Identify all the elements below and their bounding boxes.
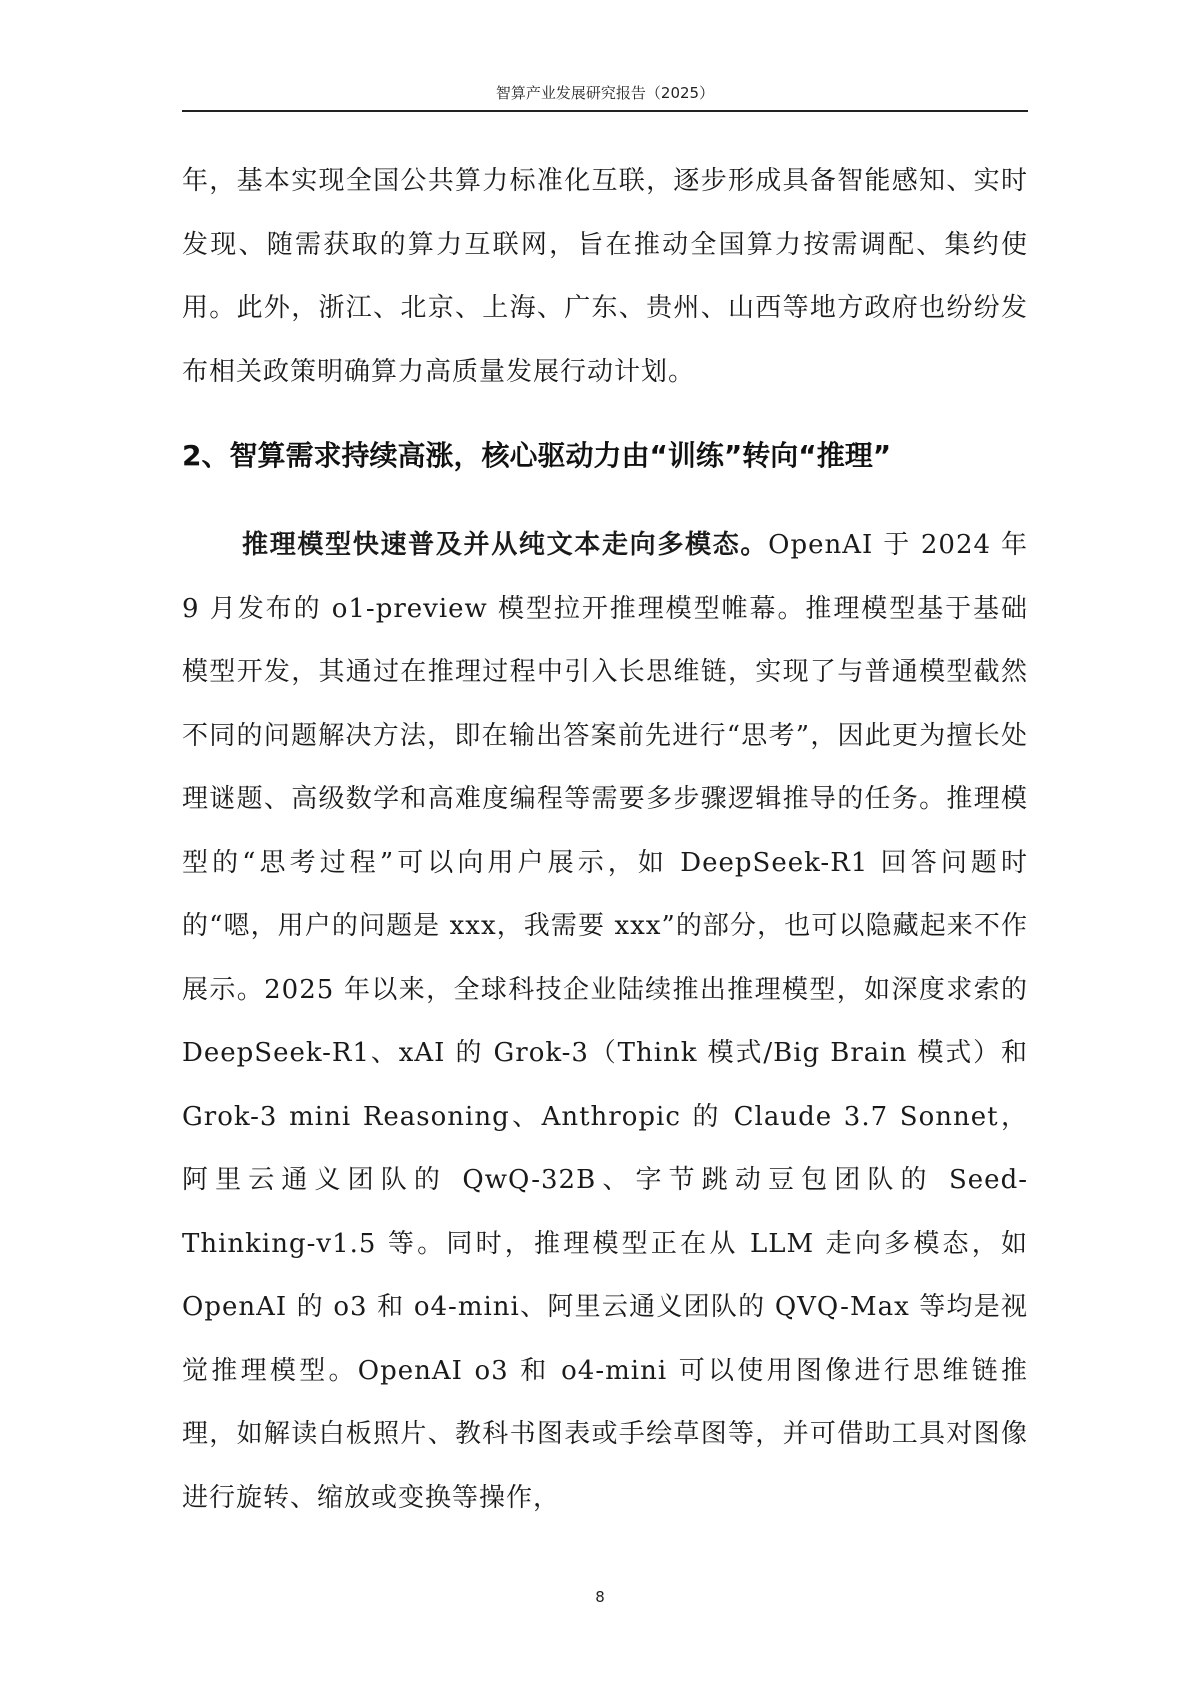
section-heading: 2、智算需求持续高涨，核心驱动力由“训练”转向“推理”: [182, 439, 892, 472]
page-content: [182, 150, 1028, 1530]
page-header: [182, 80, 1028, 112]
page-number: 8: [595, 1588, 605, 1606]
paragraph-lead-sentence: 推理模型快速普及并从纯文本走向多模态。: [242, 530, 769, 560]
body-paragraph: [182, 514, 1028, 1530]
report-title: 智算产业发展研究报告（2025）: [495, 84, 715, 102]
paragraph-body-text: OpenAI 于 2024 年 9 月发布的 o1-preview 模型拉开推理模型帷幕。推理模型基于基础模型开发，其通过在推理过程中引入长思维链，实现了与普通模型截然不同的问题解决方法，即在输出答案前先进行“思考”，因此更为擅长处理谜题、高级数学和高难度编程等需要多步骤逻辑推导的任务。推理模型的“思考过程”可以向用户展示，如 DeepSeek-R1 回答问题时的“嗯，用户的问题是 xxx，我需要 xxx”的部分，也可以隐藏起来不作展示。2025 年以来，全球科技企业陆续推出推理模型，如深度求索的 DeepSeek-R1、xAI 的 Grok-3（Think 模式/Big Brain 模式）和 Grok-3 mini Reasoning、Anthropic 的 Claude 3.7 Sonnet，阿里云通义团队的 QwQ-32B、字节跳动豆包团队的 Seed-Thinking-v1.5 等。同时，推理模型正在从 LLM 走向多模态，如 OpenAI 的 o3 和 o4-mini、阿里云通义团队的 QVQ-Max 等均是视觉推理模型。OpenAI o3 和 o4-mini 可以使用图像进行思维链推理，如解读白板照片、教科书图表或手绘草图等，并可借助工具对图像进行旋转、缩放或变换等操作，: [182, 530, 1028, 1513]
intro-paragraph: 年，基本实现全国公共算力标准化互联，逐步形成具备智能感知、实时发现、随需获取的算力互联网，旨在推动全国算力按需调配、集约使用。此外，浙江、北京、上海、广东、贵州、山西等地方政府也纷纷发布相关政策明确算力高质量发展行动计划。: [182, 166, 1028, 387]
